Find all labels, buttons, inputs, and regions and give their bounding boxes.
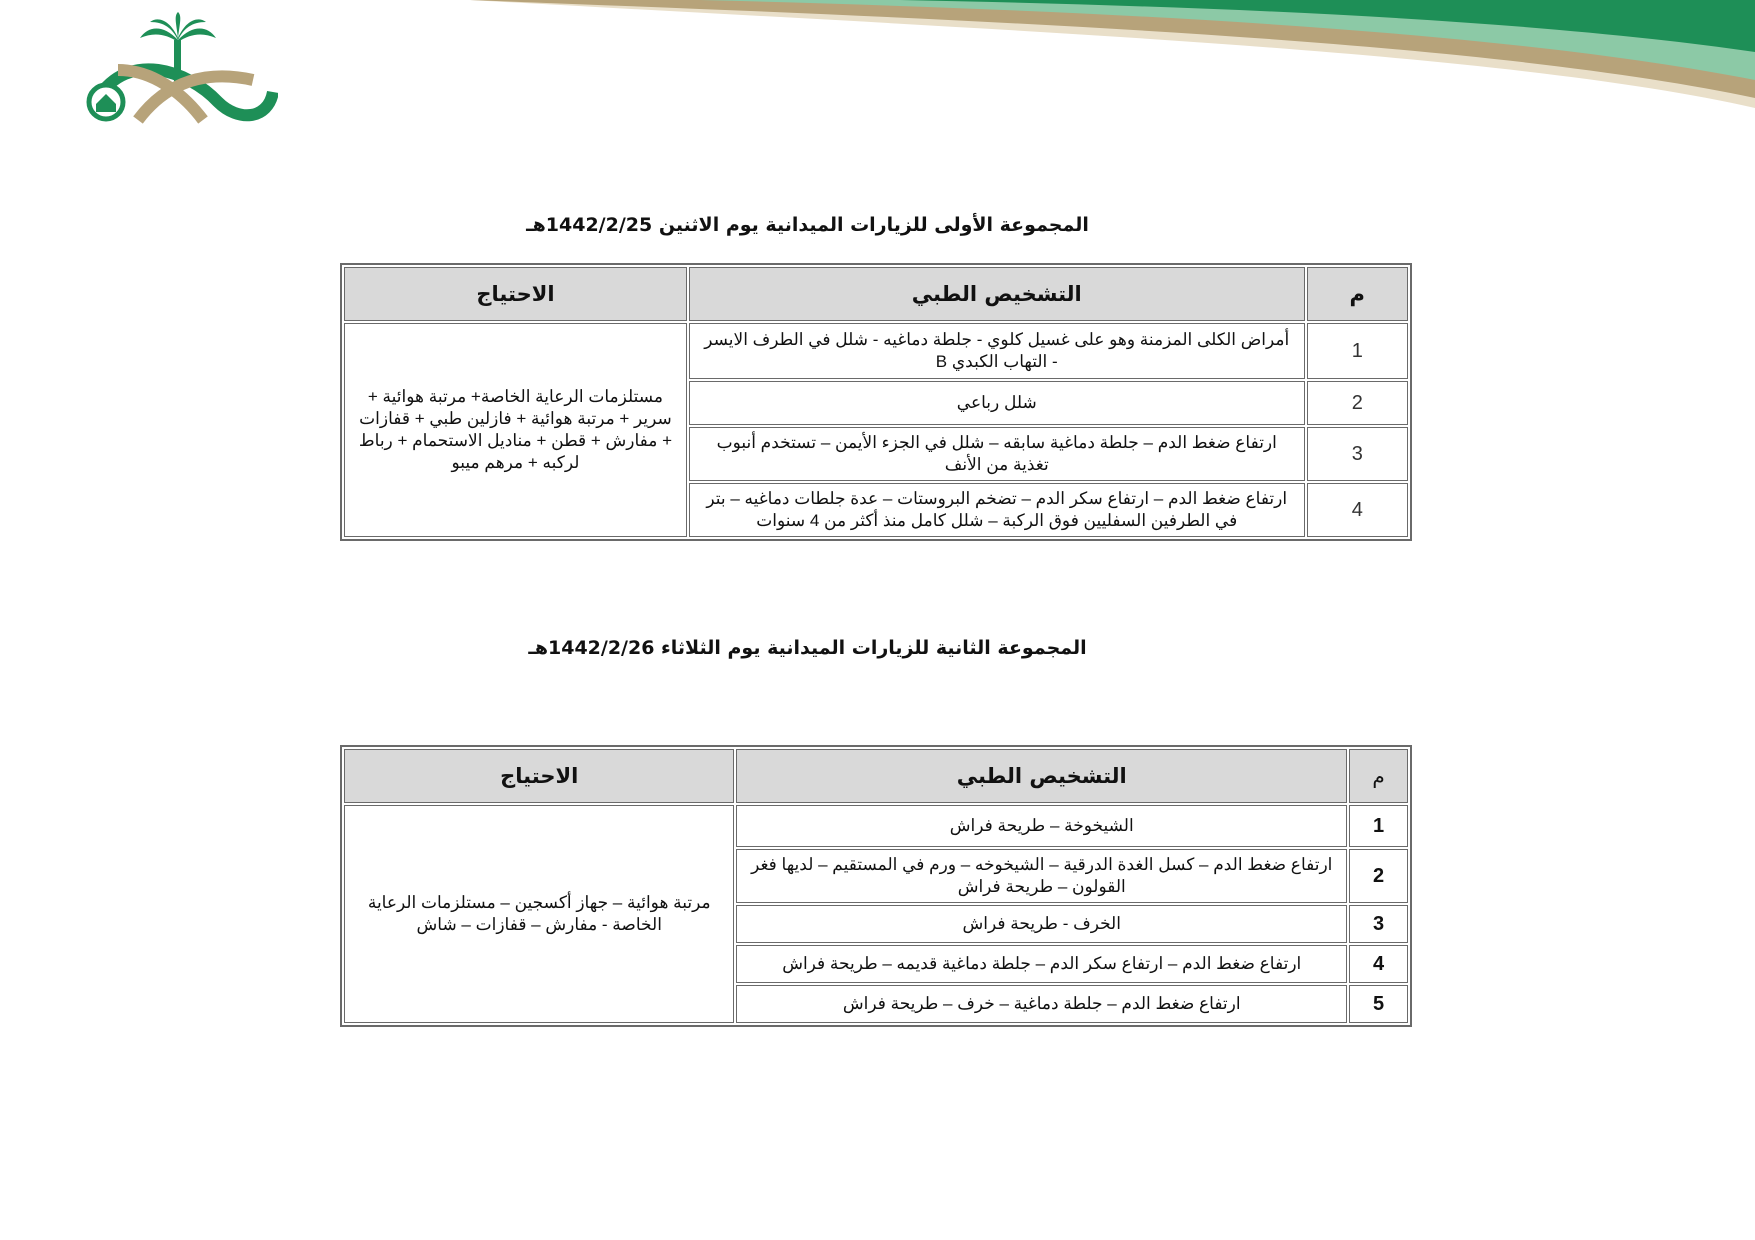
row-number: 5 — [1349, 985, 1408, 1023]
row-number: 3 — [1307, 427, 1408, 481]
row-diagnosis: ارتفاع ضغط الدم – ارتفاع سكر الدم – تضخم البروستات – عدة جلطات دماغيه – بتر في الطرفين السفليين فوق الركبة – شلل كامل منذ أكثر من 4 سنوات — [689, 483, 1305, 537]
row-diagnosis: ارتفاع ضغط الدم – ارتفاع سكر الدم – جلطة دماغية قديمه – طريحة فراش — [736, 945, 1347, 983]
row-number: 2 — [1349, 849, 1408, 903]
row-number: 4 — [1307, 483, 1408, 537]
header-need: الاحتياج — [344, 749, 734, 803]
header-need: الاحتياج — [344, 267, 687, 321]
group1-table — [340, 263, 1412, 541]
row-diagnosis: ارتفاع ضغط الدم – جلطة دماغية – خرف – طريحة فراش — [736, 985, 1347, 1023]
table-row — [344, 323, 1408, 379]
group1-need: مستلزمات الرعاية الخاصة+ مرتبة هوائية + سرير + مرتبة هوائية + فازلين طبي + قفازات + مفارش + قطن + مناديل الاستحمام + رباط لركبه + مرهم ميبو — [344, 323, 687, 537]
group2-need: مرتبة هوائية – جهاز أكسجين – مستلزمات الرعاية الخاصة - مفارش – قفازات – شاش — [344, 805, 734, 1023]
row-number: 2 — [1307, 381, 1408, 425]
table-row — [344, 805, 1408, 847]
row-diagnosis: الخرف - طريحة فراش — [736, 905, 1347, 943]
group1-title: المجموعة الأولى للزيارات الميدانية يوم الاثنين 1442/2/25هـ — [526, 214, 1089, 236]
header-num: م — [1349, 749, 1408, 803]
row-number: 3 — [1349, 905, 1408, 943]
ministry-logo-icon — [78, 10, 278, 130]
row-diagnosis: أمراض الكلى المزمنة وهو على غسيل كلوي - جلطة دماغيه - شلل في الطرف الايسر - التهاب الكبدي B — [689, 323, 1305, 379]
header-diagnosis: التشخيص الطبي — [736, 749, 1347, 803]
group2-title: المجموعة الثانية للزيارات الميدانية يوم الثلاثاء 1442/2/26هـ — [528, 637, 1087, 659]
row-diagnosis: الشيخوخة – طريحة فراش — [736, 805, 1347, 847]
row-diagnosis: شلل رباعي — [689, 381, 1305, 425]
row-number: 1 — [1307, 323, 1408, 379]
row-diagnosis: ارتفاع ضغط الدم – جلطة دماغية سابقه – شلل في الجزء الأيمن – تستخدم أنبوب تغذية من الأنف — [689, 427, 1305, 481]
header-diagnosis: التشخيص الطبي — [689, 267, 1305, 321]
row-number: 1 — [1349, 805, 1408, 847]
row-number: 4 — [1349, 945, 1408, 983]
group2-table — [340, 745, 1412, 1027]
row-diagnosis: ارتفاع ضغط الدم – كسل الغدة الدرقية – الشيخوخه – ورم في المستقيم – لديها فغر القولون – طريحة فراش — [736, 849, 1347, 903]
header-num: م — [1307, 267, 1408, 321]
